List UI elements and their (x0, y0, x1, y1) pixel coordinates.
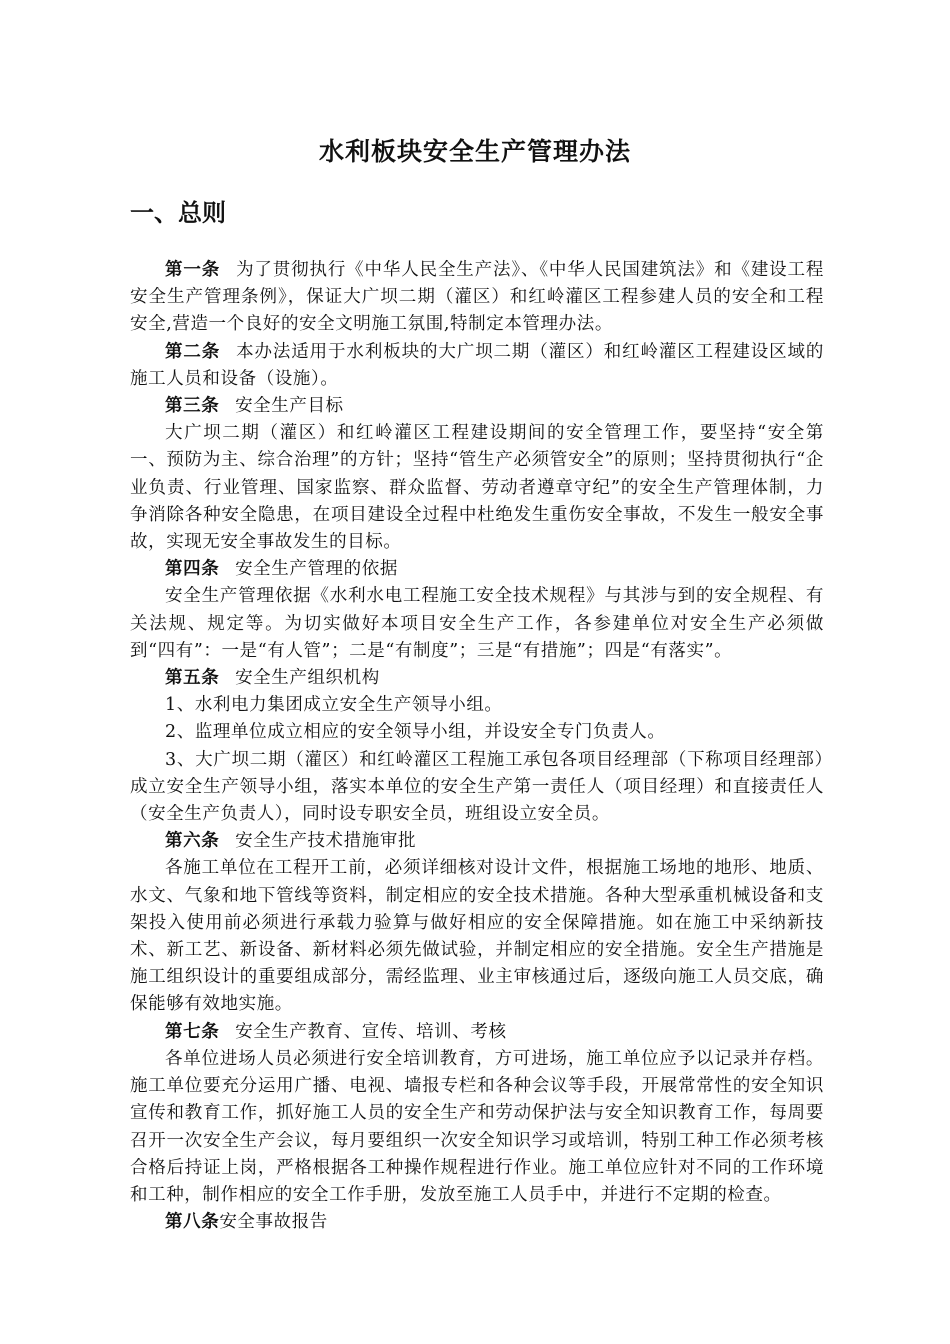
article-paragraph (130, 339, 824, 393)
article-label: 第五条 (165, 668, 220, 689)
article-subject: 安全生产技术措施审批 (235, 831, 417, 852)
article-text: 为了贯彻执行《中华人民全生产法》、《中华人民国建筑法》和《建设工程安全生产管理条例》，保证大广坝二期（灌区）和红岭灌区工程参建人员的安全和工程安全,营造一个良好的安全文明施工氛围,特制定本管理办法。 (130, 260, 824, 335)
article-label: 第八条 (165, 1212, 220, 1233)
article-label: 第七条 (165, 1021, 220, 1042)
document-title: 水利板块安全生产管理办法 (318, 137, 631, 166)
section-heading: 一、总则 (130, 198, 226, 227)
list-item: 1、水利电力集团成立安全生产领导小组。 (165, 695, 503, 716)
article-paragraph: 各施工单位在工程开工前，必须详细核对设计文件，根据施工场地的地形、地质、水文、气象和地下管线等资料，制定相应的安全技术措施。各种大型承重机械设备和支架投入使用前必须进行承载力验算与做好相应的安全保障措施。如在施工中采纳新技术、新工艺、新设备、新材料必须先做试验，并制定相应的安全措施。安全生产措施是施工组织设计的重要组成部分，需经监理、业主审核通过后，逐级向施工人员交底，确保能够有效地实施。 (130, 858, 824, 1015)
article-heading (130, 556, 824, 583)
article-heading (130, 1209, 824, 1236)
list-item: 3、大广坝二期（灌区）和红岭灌区工程施工承包各项目经理部（下称项目经理部）成立安全生产领导小组，落实本单位的安全生产第一责任人（项目经理）和直接责任人（安全生产负责人），同时设专职安全员，班组设立安全员。 (130, 749, 824, 825)
article-heading (130, 828, 824, 855)
article-paragraph (130, 257, 824, 339)
article-subject: 安全生产教育、宣传、培训、考核 (235, 1021, 507, 1042)
article-subject: 安全生产目标 (235, 396, 344, 417)
article-heading (130, 665, 824, 692)
article-subject: 安全事故报告 (219, 1212, 328, 1233)
article-subject: 安全生产管理的依据 (235, 559, 398, 580)
list-item: 2、监理单位成立相应的安全领导小组，并设安全专门负责人。 (165, 722, 666, 743)
article-label: 第三条 (165, 396, 220, 417)
article-label: 第二条 (165, 341, 221, 362)
article-paragraph: 安全生产管理依据《水利水电工程施工安全技术规程》与其涉与到的安全规程、有关法规、规定等。为切实做好本项目安全生产工作，各参建单位对安全生产必须做到“四有”：一是“有人管”；二是“有制度”；三是“有措施”；四是“有落实”。 (130, 586, 824, 661)
article-heading (130, 1019, 824, 1046)
article-subject: 安全生产组织机构 (235, 668, 380, 689)
article-heading (130, 393, 824, 420)
article-paragraph: 各单位进场人员必须进行安全培训教育，方可进场，施工单位应予以记录并存档。施工单位要充分运用广播、电视、墙报专栏和各种会议等手段，开展常常性的安全知识宣传和教育工作，抓好施工人员的安全生产和劳动保护法与安全知识教育工作，每周要召开一次安全生产会议，每月要组织一次安全知识学习或培训，特别工种工作必须考核合格后持证上岗，严格根据各工种操作规程进行作业。施工单位应针对不同的工作环境和工种，制作相应的安全工作手册，发放至施工人员手中，并进行不定期的检查。 (130, 1048, 824, 1205)
article-text: 本办法适用于水利板块的大广坝二期（灌区）和红岭灌区工程建设区域的施工人员和设备（设施）。 (130, 341, 824, 389)
article-label: 第四条 (165, 559, 220, 580)
document-body (130, 257, 824, 1236)
article-paragraph: 大广坝二期（灌区）和红岭灌区工程建设期间的安全管理工作，要坚持“安全第一、预防为主、综合治理”的方针；坚持“管生产必须管安全”的原则；坚持贯彻执行“企业负责、行业管理、国家监察、群众监督、劳动者遵章守纪”的安全生产管理体制，力争消除各种安全隐患，在项目建设全过程中杜绝发生重伤安全事故，不发生一般安全事故，实现无安全事故发生的目标。 (130, 423, 824, 553)
article-label: 第一条 (165, 260, 221, 280)
article-label: 第六条 (165, 831, 220, 852)
